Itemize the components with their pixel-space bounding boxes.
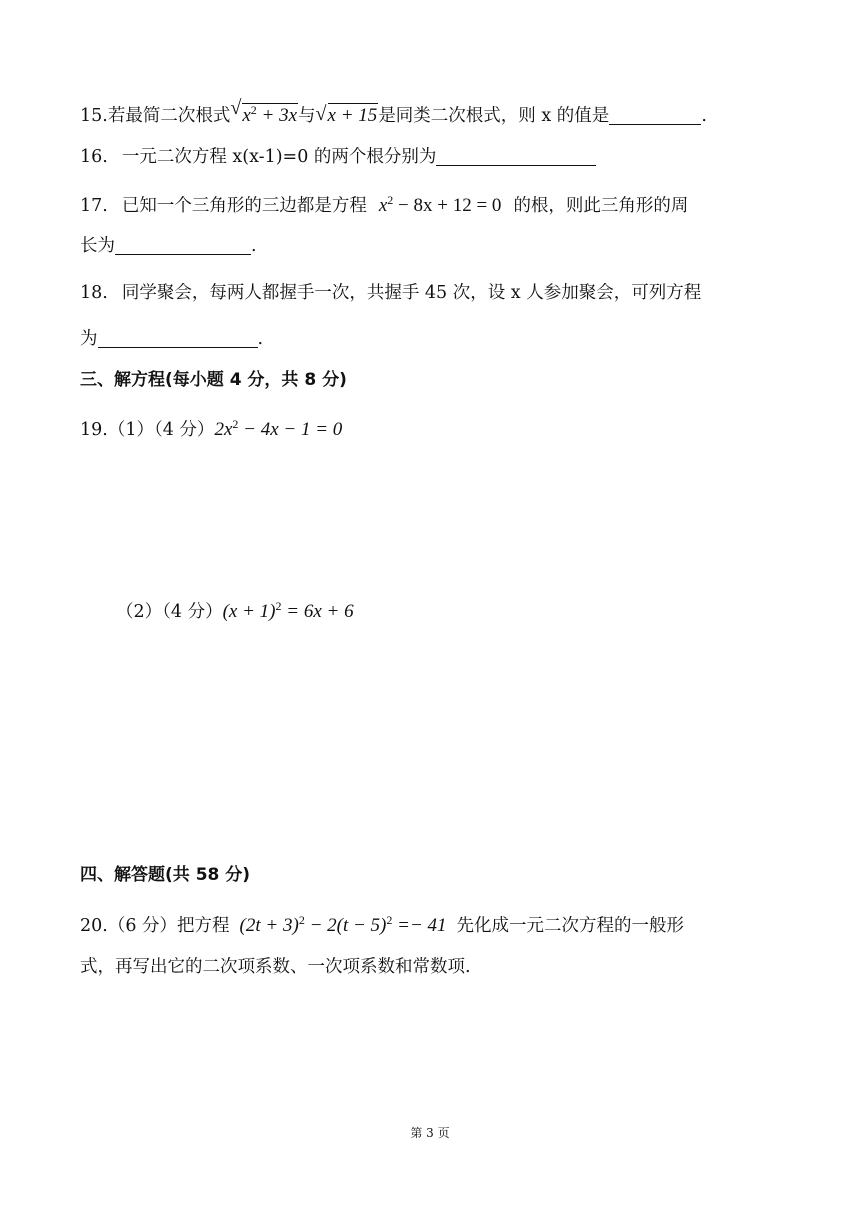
question-17-line2: 长为 . <box>80 236 257 256</box>
question-number: 16. <box>80 147 108 167</box>
equation: $x^2 - 8x + 12 = 0$ <box>378 193 502 216</box>
answer-blank[interactable] <box>436 145 596 166</box>
question-16 <box>80 143 596 171</box>
question-19-part-1: 19.（1）（4 分）$2x^2 - 4x - 1 = 0$ <box>80 417 343 440</box>
answer-blank[interactable] <box>98 327 258 348</box>
radical-2: √ x + 15 <box>315 103 378 126</box>
section-4-title: 四、解答题(共 58 分) <box>80 865 251 885</box>
question-text: 若最简二次根式 <box>107 106 231 126</box>
page-number: 第 3 页 <box>410 1126 450 1140</box>
question-17: 17. 已知一个三角形的三边都是方程 $x^2 - 8x + 12 = 0$ 的根，则此三角形的周 <box>80 193 689 216</box>
answer-blank[interactable] <box>609 104 701 125</box>
question-text: 同学聚会，每两人都握手一次，共握手 45 次，设 x 人参加聚会，可列方程 <box>121 283 702 303</box>
equation: $2x^2 - 4x - 1 = 0$ <box>214 417 343 440</box>
question-text: 一元二次方程 x(x-1)=0 的两个根分别为 <box>121 147 437 167</box>
radical-1: √ $x^2 + 3x$ <box>230 97 298 126</box>
question-number: 15. <box>80 106 108 126</box>
question-15: 15.若最简二次根式 √ $x^2 + 3x$与 √ x + 15是同类二次根式，则 x 的值是 . <box>80 96 707 130</box>
question-18-line2: 为 . <box>80 329 264 349</box>
question-18 <box>80 279 701 307</box>
question-19-part-2: （2）（4 分）$(x + 1)^2 = 6x + 6$ <box>116 599 354 622</box>
answer-blank[interactable] <box>115 234 251 255</box>
question-number: 20. <box>80 916 108 936</box>
question-20-line2: 式，再写出它的二次项系数、一次项系数和常数项. <box>80 957 471 977</box>
question-text: 已知一个三角形的三边都是方程 <box>121 196 367 216</box>
question-number: 18. <box>80 283 108 303</box>
section-3-title: 三、解方程(每小题 4 分，共 8 分) <box>80 370 347 390</box>
question-number: 17. <box>80 196 108 216</box>
equation: $(2t + 3)^2 - 2(t - 5)^2 =- 41$ <box>239 913 447 936</box>
question-20: 20.（6 分）把方程 $(2t + 3)^2 - 2(t - 5)^2 =- 41$ 先化成一元二次方程的一般形 <box>80 913 685 936</box>
question-number: 19. <box>80 420 108 440</box>
equation: $(x + 1)^2 = 6x + 6$ <box>222 599 354 622</box>
